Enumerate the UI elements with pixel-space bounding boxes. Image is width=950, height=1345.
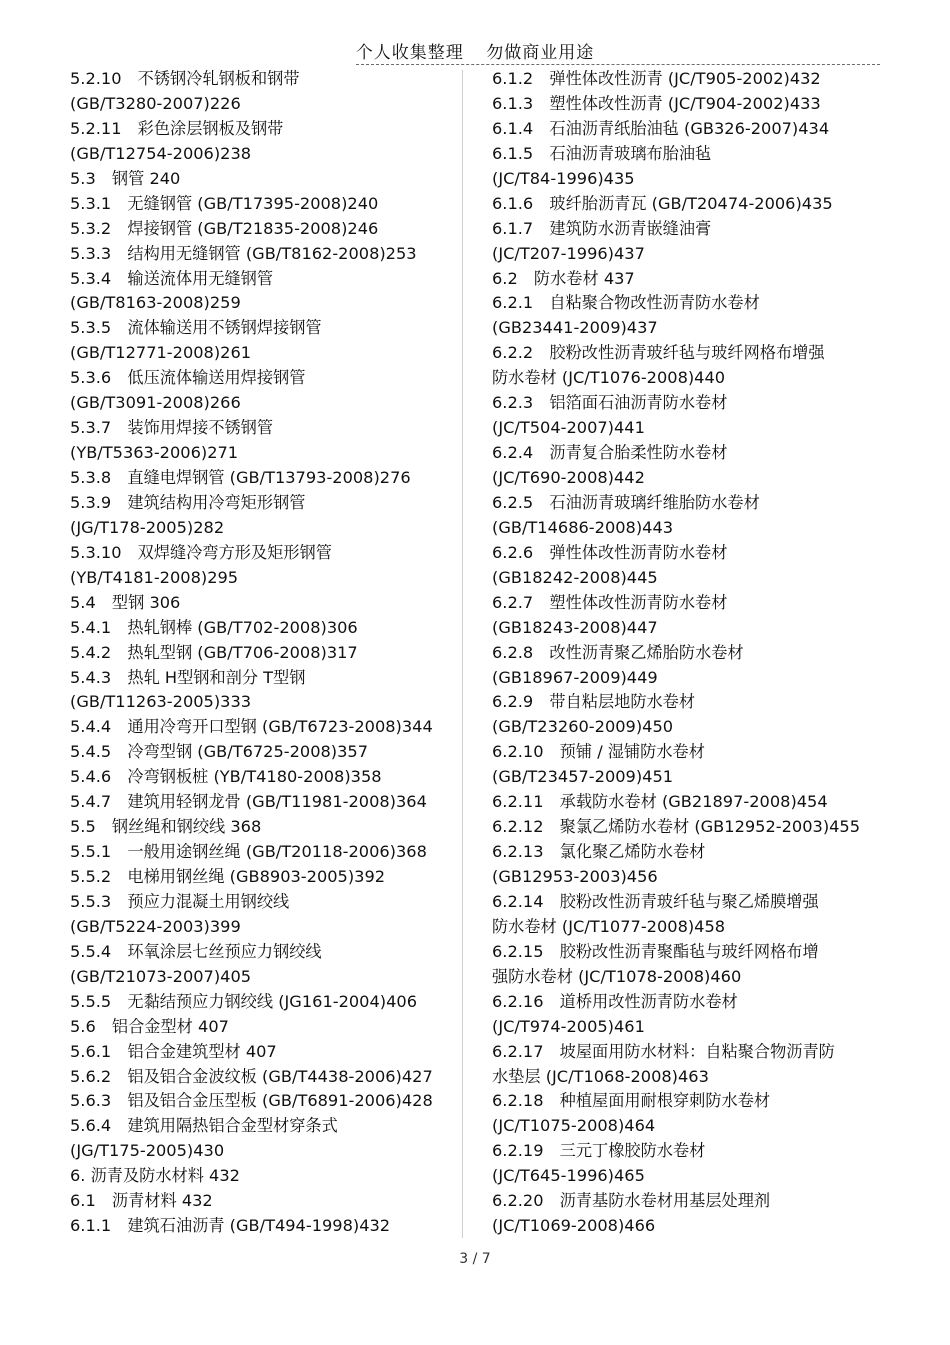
toc-line: 5.3.7 装饰用焊接不锈钢管	[70, 418, 274, 438]
toc-line: 5.5.1 一般用途钢丝绳 (GB/T20118-2006)368	[70, 842, 427, 862]
toc-line: 5.3.10 双焊缝冷弯方形及矩形钢管	[70, 542, 332, 562]
toc-line: 5.4.5 冷弯型钢 (GB/T6725-2008)357	[70, 742, 369, 762]
toc-line: 6.2.11 承载防水卷材 (GB21897-2008)454	[492, 792, 828, 812]
toc-line: 6.2.5 石油沥青玻璃纤维胎防水卷材	[492, 492, 760, 512]
toc-line: 5.3.4 输送流体用无缝钢管	[70, 268, 274, 288]
toc-line: 6.1.6 玻纤胎沥青瓦 (GB/T20474-2006)435	[492, 193, 833, 213]
toc-line: (GB23441-2009)437	[492, 318, 658, 338]
toc-line: 6.2.6 弹性体改性沥青防水卷材	[492, 542, 728, 562]
toc-line: 6.1.7 建筑防水沥青嵌缝油膏	[492, 218, 712, 238]
toc-line: (JC/T207-1996)437	[492, 243, 645, 263]
toc-line: (JC/T1069-2008)466	[492, 1216, 656, 1236]
toc-line: (YB/T5363-2006)271	[70, 443, 239, 463]
column-divider	[462, 70, 463, 1238]
toc-line: 5.5.5 无黏结预应力钢绞线 (JG161-2004)406	[70, 991, 417, 1011]
toc-line: (GB/T11263-2005)333	[70, 692, 252, 712]
toc-line: (JC/T690-2008)442	[492, 468, 645, 487]
toc-line: (GB/T23457-2009)451	[492, 767, 674, 787]
toc-line: 5.4.6 冷弯钢板桩 (YB/T4180-2008)358	[70, 767, 382, 787]
toc-line: 6.1.3 塑性体改性沥青 (JC/T904-2002)433	[492, 93, 821, 113]
toc-line: 5.5.2 电梯用钢丝绳 (GB8903-2005)392	[70, 867, 386, 886]
toc-line: 防水卷材 (JC/T1077-2008)458	[492, 916, 726, 936]
toc-line: 6.1.5 石油沥青玻璃布胎油毡	[492, 143, 712, 163]
toc-line: 5.3.8 直缝电焊钢管 (GB/T13793-2008)276	[70, 468, 411, 487]
toc-line: 6.2.19 三元丁橡胶防水卷材	[492, 1141, 706, 1161]
toc-line: (GB/T3280-2007)226	[70, 93, 241, 113]
toc-line: 5.6.1 铝合金建筑型材 407	[70, 1041, 277, 1061]
toc-line: 5.6.3 铝及铝合金压型板 (GB/T6891-2006)428	[70, 1091, 433, 1111]
toc-line: (GB18242-2008)445	[492, 567, 658, 587]
toc-line: 6.1.2 弹性体改性沥青 (JC/T905-2002)432	[492, 69, 821, 88]
toc-line: 6.1.1 建筑石油沥青 (GB/T494-1998)432	[70, 1216, 391, 1236]
toc-line: 5.3.9 建筑结构用冷弯矩形钢管	[70, 492, 306, 512]
toc-line: 6.2 防水卷材 437	[492, 268, 635, 288]
toc-line: (GB/T23260-2009)450	[492, 717, 674, 737]
page-number: 3 / 7	[459, 1251, 491, 1267]
toc-line: 6.2.17 坡屋面用防水材料：自粘聚合物沥青防	[492, 1041, 835, 1061]
toc-line: 6.1.4 石油沥青纸胎油毡 (GB326-2007)434	[492, 118, 830, 138]
toc-line: 5.6 铝合金型材 407	[70, 1016, 229, 1036]
toc-line: 5.5.4 环氧涂层七丝预应力钢绞线	[70, 941, 322, 961]
toc-line: 5.5.3 预应力混凝土用钢绞线	[70, 891, 290, 911]
toc-line: 5.4.1 热轧钢棒 (GB/T702-2008)306	[70, 617, 358, 637]
toc-line: (GB/T12754-2006)238	[70, 143, 252, 163]
toc-line: (GB/T3091-2008)266	[70, 393, 241, 413]
toc-line: 6.1 沥青材料 432	[70, 1191, 213, 1211]
toc-line: (JG/T178-2005)282	[70, 517, 225, 537]
header-text-right: 勿做商业用途	[486, 43, 595, 63]
header-divider	[356, 64, 880, 65]
toc-line: 5.3.1 无缝钢管 (GB/T17395-2008)240	[70, 193, 379, 213]
toc-line: (GB18243-2008)447	[492, 617, 658, 637]
toc-line: 6.2.9 带自粘层地防水卷材	[492, 692, 696, 712]
toc-line: 5.4.2 热轧型钢 (GB/T706-2008)317	[70, 642, 358, 662]
toc-line: 6.2.7 塑性体改性沥青防水卷材	[492, 592, 728, 612]
toc-line: 6.2.15 胶粉改性沥青聚酯毡与玻纤网格布增	[492, 941, 819, 961]
toc-line: 水垫层 (JC/T1068-2008)463	[492, 1066, 709, 1086]
toc-line: 5.6.2 铝及铝合金波纹板 (GB/T4438-2006)427	[70, 1066, 433, 1086]
toc-line: (GB/T21073-2007)405	[70, 966, 252, 986]
toc-line: 6.2.4 沥青复合胎柔性防水卷材	[492, 443, 728, 463]
toc-line: (GB18967-2009)449	[492, 667, 658, 687]
toc-line: (JG/T175-2005)430	[70, 1141, 225, 1161]
toc-line: 6.2.16 道桥用改性沥青防水卷材	[492, 991, 738, 1011]
toc-line: 6.2.12 聚氯乙烯防水卷材 (GB12952-2003)455	[492, 817, 861, 837]
toc-line: (GB/T5224-2003)399	[70, 916, 241, 936]
toc-line: 6.2.14 胶粉改性沥青玻纤毡与聚乙烯膜增强	[492, 891, 819, 911]
toc-line: 5.3.5 流体输送用不锈钢焊接钢管	[70, 318, 322, 338]
toc-line: 6.2.8 改性沥青聚乙烯胎防水卷材	[492, 642, 744, 662]
toc-line: 5.5 钢丝绳和钢绞线 368	[70, 817, 262, 837]
toc-line: (YB/T4181-2008)295	[70, 567, 239, 587]
toc-line: 6.2.18 种植屋面用耐根穿刺防水卷材	[492, 1091, 771, 1111]
toc-line: 5.4.4 通用冷弯开口型钢 (GB/T6723-2008)344	[70, 717, 433, 737]
toc-line: 5.3.6 低压流体输送用焊接钢管	[70, 368, 306, 388]
toc-line: 5.4.7 建筑用轻钢龙骨 (GB/T11981-2008)364	[70, 792, 427, 812]
toc-line: 6.2.13 氯化聚乙烯防水卷材	[492, 842, 706, 862]
page-header	[0, 38, 950, 63]
toc-line: (GB/T12771-2008)261	[70, 343, 252, 363]
toc-line: 5.3.2 焊接钢管 (GB/T21835-2008)246	[70, 218, 379, 238]
toc-line: (GB/T14686-2008)443	[492, 517, 674, 537]
toc-line: (JC/T84-1996)435	[492, 168, 635, 188]
toc-line: (GB12953-2003)456	[492, 867, 658, 886]
toc-line: (JC/T504-2007)441	[492, 418, 645, 438]
toc-line: 防水卷材 (JC/T1076-2008)440	[492, 368, 726, 388]
toc-line: (JC/T1075-2008)464	[492, 1116, 656, 1136]
toc-column-right	[492, 67, 892, 1239]
toc-line: 强防水卷材 (JC/T1078-2008)460	[492, 966, 742, 986]
toc-line: 5.2.11 彩色涂层钢板及钢带	[70, 118, 284, 138]
header-text-left: 个人收集整理	[355, 43, 464, 63]
toc-line: 5.3.3 结构用无缝钢管 (GB/T8162-2008)253	[70, 243, 417, 263]
toc-line: 5.3 钢管 240	[70, 168, 181, 188]
toc-line: 6. 沥青及防水材料 432	[70, 1166, 240, 1186]
toc-line: (JC/T645-1996)465	[492, 1166, 645, 1186]
toc-line: (JC/T974-2005)461	[492, 1016, 645, 1036]
toc-line: 5.4.3 热轧 H型钢和剖分 T型钢	[70, 667, 306, 687]
toc-line: (GB/T8163-2008)259	[70, 293, 241, 313]
toc-line: 5.6.4 建筑用隔热铝合金型材穿条式	[70, 1116, 338, 1136]
toc-line: 6.2.10 预铺 / 湿铺防水卷材	[492, 742, 705, 762]
toc-line: 6.2.3 铝箔面石油沥青防水卷材	[492, 393, 728, 413]
toc-line: 6.2.2 胶粉改性沥青玻纤毡与玻纤网格布增强	[492, 343, 825, 363]
toc-line: 5.2.10 不锈钢冷轧钢板和钢带	[70, 69, 300, 88]
toc-line: 6.2.1 自粘聚合物改性沥青防水卷材	[492, 293, 760, 313]
toc-line: 5.4 型钢 306	[70, 592, 181, 612]
toc-column-left	[70, 67, 458, 1239]
toc-line: 6.2.20 沥青基防水卷材用基层处理剂	[492, 1191, 771, 1211]
